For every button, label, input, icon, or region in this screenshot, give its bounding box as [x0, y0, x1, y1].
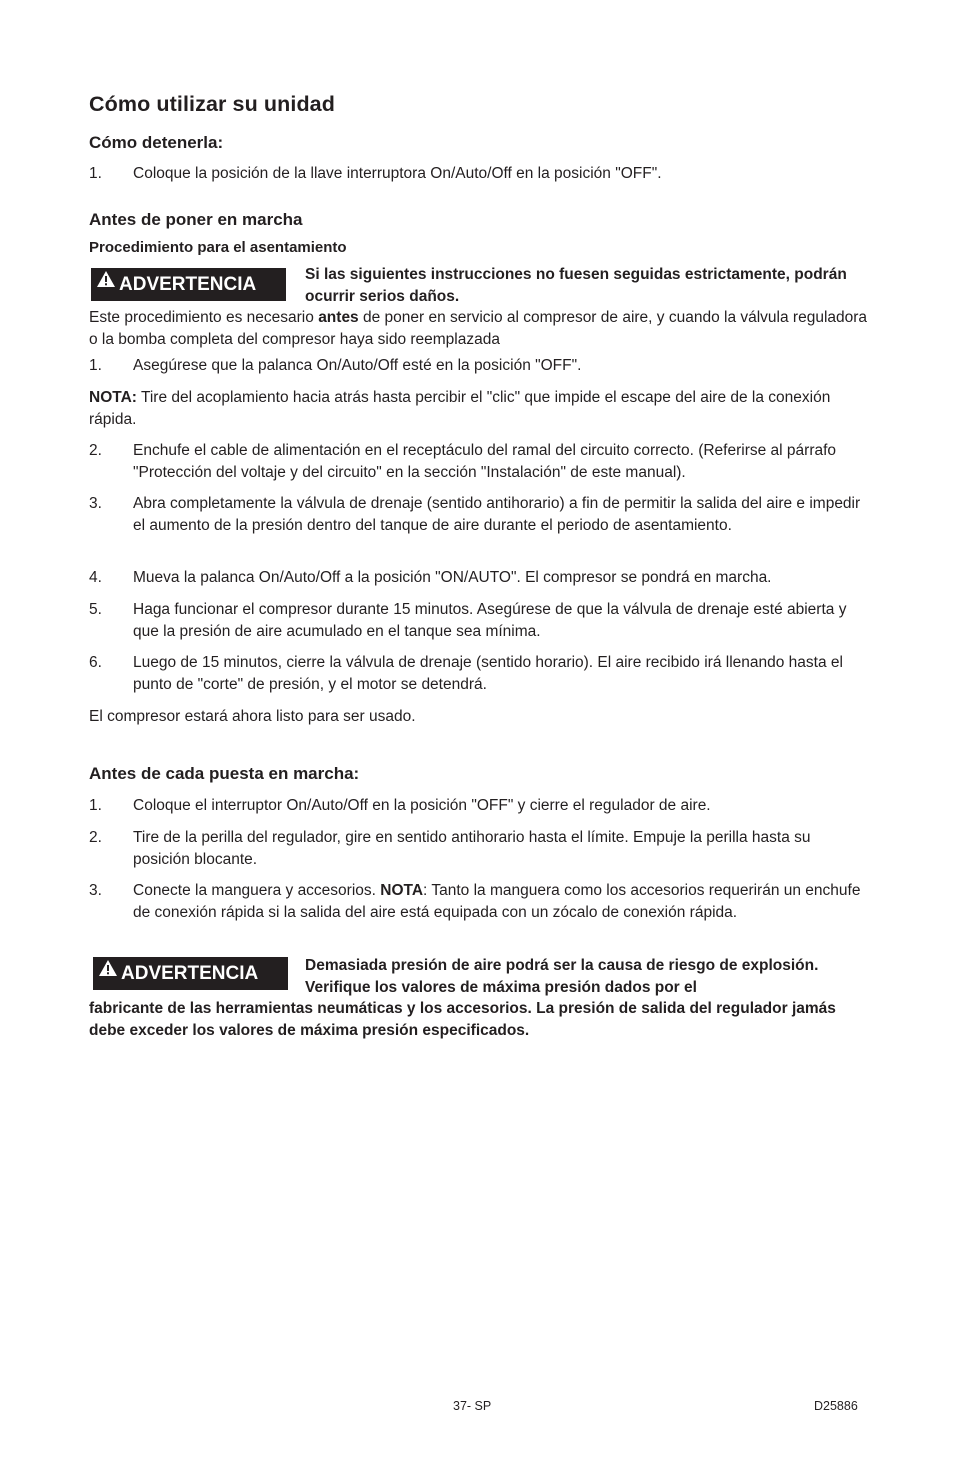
- list-item-number: 3.: [89, 495, 102, 512]
- before-each-section-title: Antes de cada puesta en marcha:: [89, 764, 360, 783]
- list-item-text: Abra completamente la válvula de drenaje (sentido antihorario) a fin de permitir la salida del aire e impedir el aumento de la presión dentro del tanque de aire durante el periodo de asentamiento.: [133, 495, 861, 534]
- intro-paragraph: [89, 307, 869, 350]
- list-item-number: 3.: [89, 882, 102, 899]
- list-item-text: Enchufe el cable de alimentación en el receptáculo del ramal del circuito correcto. (Referirse al párrafo "Protección del voltaje y del circuito" en la sección "Instalación" de este manual).: [133, 442, 837, 481]
- step-text-cont: : Tanto la manguera como los accesorios requerirán un enchufe de conexión rápida si la salida del aire está equipada con un zócalo de conexión rápida.: [133, 882, 861, 921]
- warning-text: Si las siguientes instrucciones no fuesen seguidas estrictamente, podrán ocurrir serios daños.: [305, 266, 847, 305]
- break-in-procedure-subtitle: Procedimiento para el asentamiento: [89, 239, 347, 256]
- document-code: D25886: [814, 1399, 858, 1413]
- list-item-number: 2.: [89, 829, 102, 846]
- note-text: Tire del acoplamiento hacia atrás hasta percibir el "clic" que impide el escape del aire de la conexión rápida.: [89, 389, 831, 428]
- note-paragraph: [89, 387, 869, 430]
- list-item-number: 5.: [89, 601, 102, 618]
- warning-triangle-icon: [96, 266, 116, 299]
- intro-bold: antes: [318, 309, 359, 326]
- note-label: NOTA:: [89, 389, 137, 406]
- list-item-number: 6.: [89, 654, 102, 671]
- page-number: 37- SP: [453, 1399, 492, 1413]
- warning-text-rest: fabricante de las herramientas neumáticas y los accesorios. La presión de salida del regulador jamás debe exceder los valores de máxima presión especificados.: [89, 1000, 836, 1039]
- intro-text-cont: de poner en servicio al compresor de aire, y cuando la válvula reguladora o la bomba completa del compresor haya sido reemplazada: [89, 309, 868, 348]
- list-item-text: Haga funcionar el compresor durante 15 minutos. Asegúrese de que la válvula de drenaje esté abierta y que la presión de aire acumulado en el tanque sea mínima.: [133, 601, 847, 640]
- list-item-number: 1.: [89, 797, 102, 814]
- step-bold: NOTA: [380, 882, 424, 899]
- list-item-text: Coloque el interruptor On/Auto/Off en la posición "OFF" y cierre el regulador de aire.: [133, 797, 711, 814]
- warning-triangle-icon: [98, 955, 118, 988]
- intro-text: Este procedimiento es necesario: [89, 309, 319, 326]
- list-item-text: Luego de 15 minutos, cierre la válvula de drenaje (sentido horario). El aire recibido irá llenando hasta el punto de "corte" de presión, y el motor se detendrá.: [133, 654, 843, 693]
- closing-paragraph: El compresor estará ahora listo para ser usado.: [89, 708, 416, 725]
- stop-section-title: Cómo detenerla:: [89, 133, 224, 152]
- list-item-number: 1.: [89, 165, 102, 182]
- before-start-section-title: Antes de poner en marcha: [89, 210, 303, 229]
- warning-badge: [91, 268, 286, 301]
- list-item-text: Mueva la palanca On/Auto/Off a la posición "ON/AUTO". El compresor se pondrá en marcha.: [133, 569, 772, 586]
- step-text: Conecte la manguera y accesorios.: [133, 882, 381, 899]
- list-item-text: Asegúrese que la palanca On/Auto/Off esté en la posición "OFF".: [133, 357, 582, 374]
- list-item-text: [133, 880, 871, 923]
- list-item-number: 4.: [89, 569, 102, 586]
- list-item-text: Tire de la perilla del regulador, gire en sentido antihorario hasta el límite. Empuje la perilla hasta su posición blocante.: [133, 829, 811, 868]
- list-item-text: Coloque la posición de la llave interruptora On/Auto/Off en la posición "OFF".: [133, 165, 662, 182]
- list-item-number: 1.: [89, 357, 102, 374]
- warning-text-first: Demasiada presión de aire podrá ser la causa de riesgo de explosión. Verifique los valores de máxima presión dados por el: [305, 957, 819, 996]
- list-item-number: 2.: [89, 442, 102, 459]
- warning-badge-label: ADVERTENCIA: [119, 274, 257, 295]
- warning-badge-label: ADVERTENCIA: [121, 963, 259, 984]
- warning-badge: [93, 957, 288, 990]
- page-title: Cómo utilizar su unidad: [89, 92, 335, 116]
